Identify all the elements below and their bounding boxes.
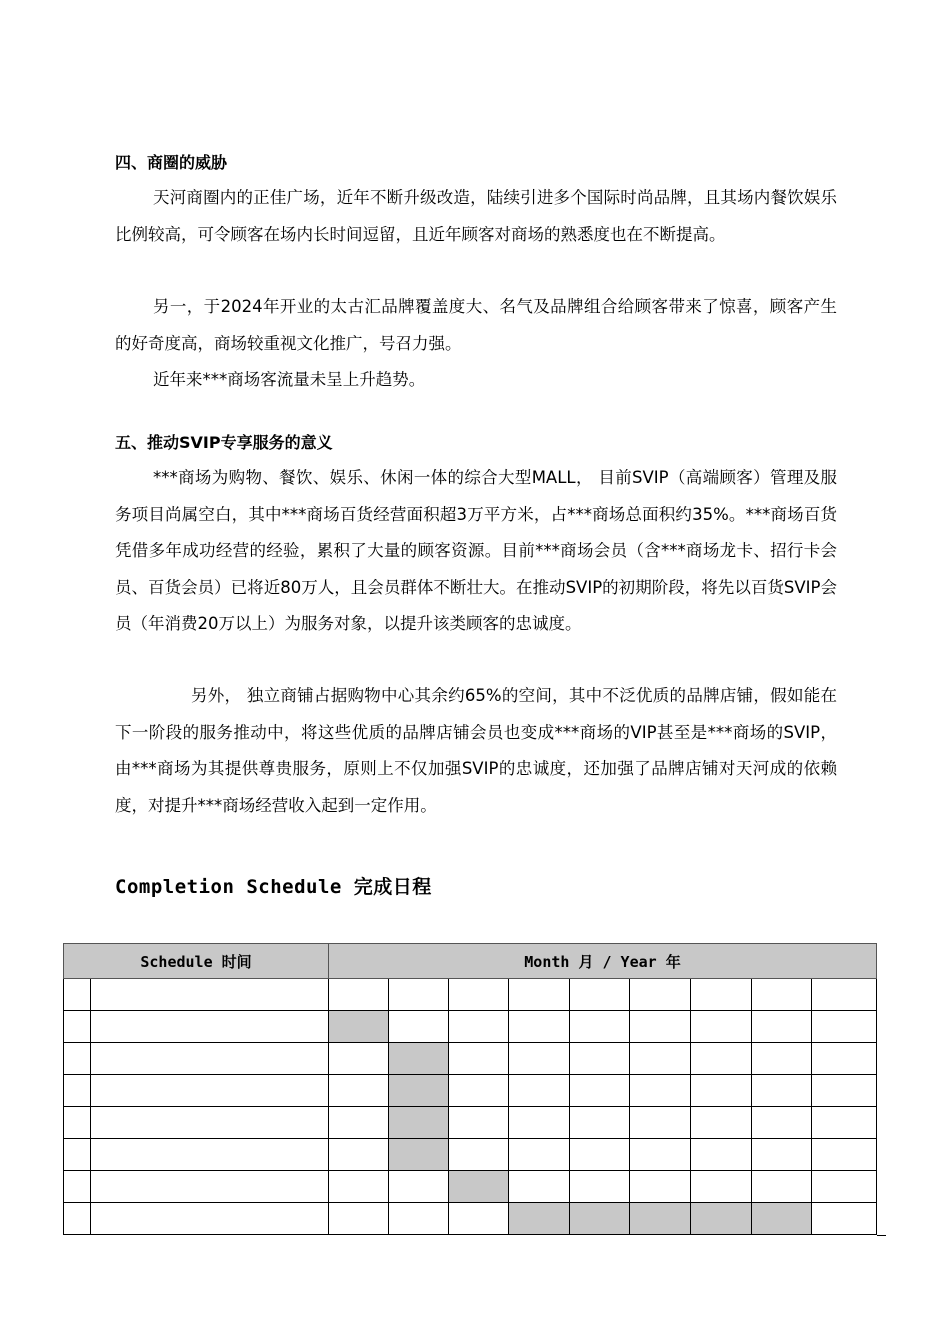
month-cell bbox=[329, 1075, 389, 1107]
month-cell-shaded bbox=[570, 1203, 630, 1235]
row-index-cell bbox=[64, 1075, 91, 1107]
month-cell bbox=[389, 979, 449, 1011]
month-cell bbox=[329, 1139, 389, 1171]
schedule-row bbox=[64, 1011, 877, 1043]
month-cell bbox=[630, 979, 691, 1011]
schedule-row bbox=[64, 1043, 877, 1075]
month-cell bbox=[812, 1139, 877, 1171]
month-cell bbox=[630, 1075, 691, 1107]
month-cell bbox=[752, 1011, 812, 1043]
month-cell bbox=[449, 1203, 509, 1235]
month-cell bbox=[329, 1203, 389, 1235]
month-cell bbox=[691, 979, 752, 1011]
month-cell bbox=[570, 1139, 630, 1171]
schedule-header-time: Schedule 时间 bbox=[64, 944, 329, 979]
month-cell-shaded bbox=[389, 1107, 449, 1139]
month-cell bbox=[812, 1075, 877, 1107]
month-cell bbox=[570, 1043, 630, 1075]
month-cell bbox=[752, 1043, 812, 1075]
month-cell bbox=[752, 1171, 812, 1203]
schedule-row bbox=[64, 1107, 877, 1139]
schedule-header-row bbox=[64, 944, 877, 979]
row-task-cell bbox=[91, 1107, 329, 1139]
month-cell-shaded bbox=[329, 1011, 389, 1043]
section-4-paragraph-1: 天河商圈内的正佳广场，近年不断升级改造，陆续引进多个国际时尚品牌，且其场内餐饮娱乐比例较高，可令顾客在场内长时间逗留，且近年顾客对商场的熟悉度也在不断提高。 bbox=[115, 188, 837, 244]
month-cell bbox=[449, 1011, 509, 1043]
month-cell bbox=[752, 1139, 812, 1171]
month-cell bbox=[570, 1011, 630, 1043]
month-cell bbox=[691, 1075, 752, 1107]
month-cell bbox=[752, 1107, 812, 1139]
row-index-cell bbox=[64, 1203, 91, 1235]
month-cell bbox=[449, 1043, 509, 1075]
month-cell-shaded bbox=[691, 1203, 752, 1235]
month-cell bbox=[570, 1107, 630, 1139]
section-4-heading: 四、商圈的威胁 bbox=[115, 153, 228, 172]
month-cell bbox=[449, 979, 509, 1011]
schedule-title: Completion Schedule 完成日程 bbox=[115, 876, 432, 898]
row-task-cell bbox=[91, 1011, 329, 1043]
month-cell-shaded bbox=[630, 1203, 691, 1235]
schedule-row bbox=[64, 1139, 877, 1171]
month-cell bbox=[630, 1011, 691, 1043]
row-index-cell bbox=[64, 1011, 91, 1043]
section-5-heading: 五、推动SVIP专享服务的意义 bbox=[115, 433, 333, 452]
month-cell bbox=[329, 1107, 389, 1139]
month-cell bbox=[570, 1171, 630, 1203]
month-cell bbox=[509, 1043, 570, 1075]
month-cell bbox=[691, 1139, 752, 1171]
month-cell bbox=[509, 1107, 570, 1139]
month-cell bbox=[812, 1011, 877, 1043]
month-cell bbox=[449, 1075, 509, 1107]
schedule-row bbox=[64, 1203, 877, 1235]
month-cell bbox=[389, 1203, 449, 1235]
table-edge-line bbox=[877, 1235, 886, 1236]
section-5-paragraph-1: ***商场为购物、餐饮、娱乐、休闲一体的综合大型MALL， 目前SVIP（高端顾客）管理及服务项目尚属空白，其中***商场百货经营面积超3万平方米，占***商场总面积约35%。***商场百货凭借多年成功经营的经验，累积了大量的顾客资源。目前***商场会员（含***商场龙卡、招行卡会员、百货会员）已将近80万人，且会员群体不断壮大。在推动SVIP的初期阶段，将先以百货SVIP会员（年消费20万以上）为服务对象，以提升该类顾客的忠诚度。 bbox=[115, 468, 837, 633]
section-5-paragraph-2: 另外， 独立商铺占据购物中心其余约65%的空间，其中不泛优质的品牌店铺，假如能在下一阶段的服务推动中，将这些优质的品牌店铺会员也变成***商场的VIP甚至是***商场的SVIP，由***商场为其提供尊贵服务，原则上不仅加强SVIP的忠诚度，还加强了品牌店铺对天河成的依赖度，对提升***商场经营收入起到一定作用。 bbox=[115, 686, 837, 815]
month-cell bbox=[570, 979, 630, 1011]
month-cell bbox=[329, 1171, 389, 1203]
schedule-header-month: Month 月 / Year 年 bbox=[329, 944, 877, 979]
month-cell-shaded bbox=[509, 1203, 570, 1235]
row-index-cell bbox=[64, 1139, 91, 1171]
month-cell bbox=[812, 1203, 877, 1235]
row-task-cell bbox=[91, 1075, 329, 1107]
month-cell bbox=[691, 1171, 752, 1203]
row-task-cell bbox=[91, 1043, 329, 1075]
schedule-table bbox=[63, 943, 877, 1235]
row-index-cell bbox=[64, 1107, 91, 1139]
schedule-row bbox=[64, 1171, 877, 1203]
month-cell bbox=[812, 1107, 877, 1139]
month-cell bbox=[389, 1171, 449, 1203]
month-cell bbox=[630, 1171, 691, 1203]
month-cell bbox=[509, 1011, 570, 1043]
month-cell bbox=[691, 1107, 752, 1139]
row-index-cell bbox=[64, 1043, 91, 1075]
row-task-cell bbox=[91, 1139, 329, 1171]
month-cell bbox=[812, 1171, 877, 1203]
month-cell bbox=[691, 1011, 752, 1043]
row-index-cell bbox=[64, 1171, 91, 1203]
month-cell bbox=[691, 1043, 752, 1075]
month-cell bbox=[752, 979, 812, 1011]
schedule-row bbox=[64, 1075, 877, 1107]
month-cell bbox=[329, 979, 389, 1011]
month-cell bbox=[570, 1075, 630, 1107]
month-cell bbox=[509, 1171, 570, 1203]
section-4-paragraph-2: 另一，于2024年开业的太古汇品牌覆盖度大、名气及品牌组合给顾客带来了惊喜，顾客产生的好奇度高，商场较重视文化推广，号召力强。 bbox=[115, 297, 837, 353]
month-cell bbox=[630, 1107, 691, 1139]
row-index-cell bbox=[64, 979, 91, 1011]
month-cell-shaded bbox=[449, 1171, 509, 1203]
month-cell bbox=[449, 1107, 509, 1139]
month-cell bbox=[389, 1011, 449, 1043]
month-cell bbox=[812, 1043, 877, 1075]
month-cell bbox=[509, 1075, 570, 1107]
schedule-row bbox=[64, 979, 877, 1011]
month-cell bbox=[509, 1139, 570, 1171]
month-cell bbox=[630, 1043, 691, 1075]
month-cell-shaded bbox=[389, 1043, 449, 1075]
month-cell-shaded bbox=[389, 1075, 449, 1107]
month-cell bbox=[509, 979, 570, 1011]
month-cell bbox=[812, 979, 877, 1011]
month-cell bbox=[329, 1043, 389, 1075]
row-task-cell bbox=[91, 979, 329, 1011]
row-task-cell bbox=[91, 1171, 329, 1203]
month-cell bbox=[449, 1139, 509, 1171]
month-cell bbox=[752, 1075, 812, 1107]
row-task-cell bbox=[91, 1203, 329, 1235]
month-cell-shaded bbox=[389, 1139, 449, 1171]
month-cell-shaded bbox=[752, 1203, 812, 1235]
section-4-paragraph-3: 近年来***商场客流量未呈上升趋势。 bbox=[153, 370, 426, 389]
month-cell bbox=[630, 1139, 691, 1171]
